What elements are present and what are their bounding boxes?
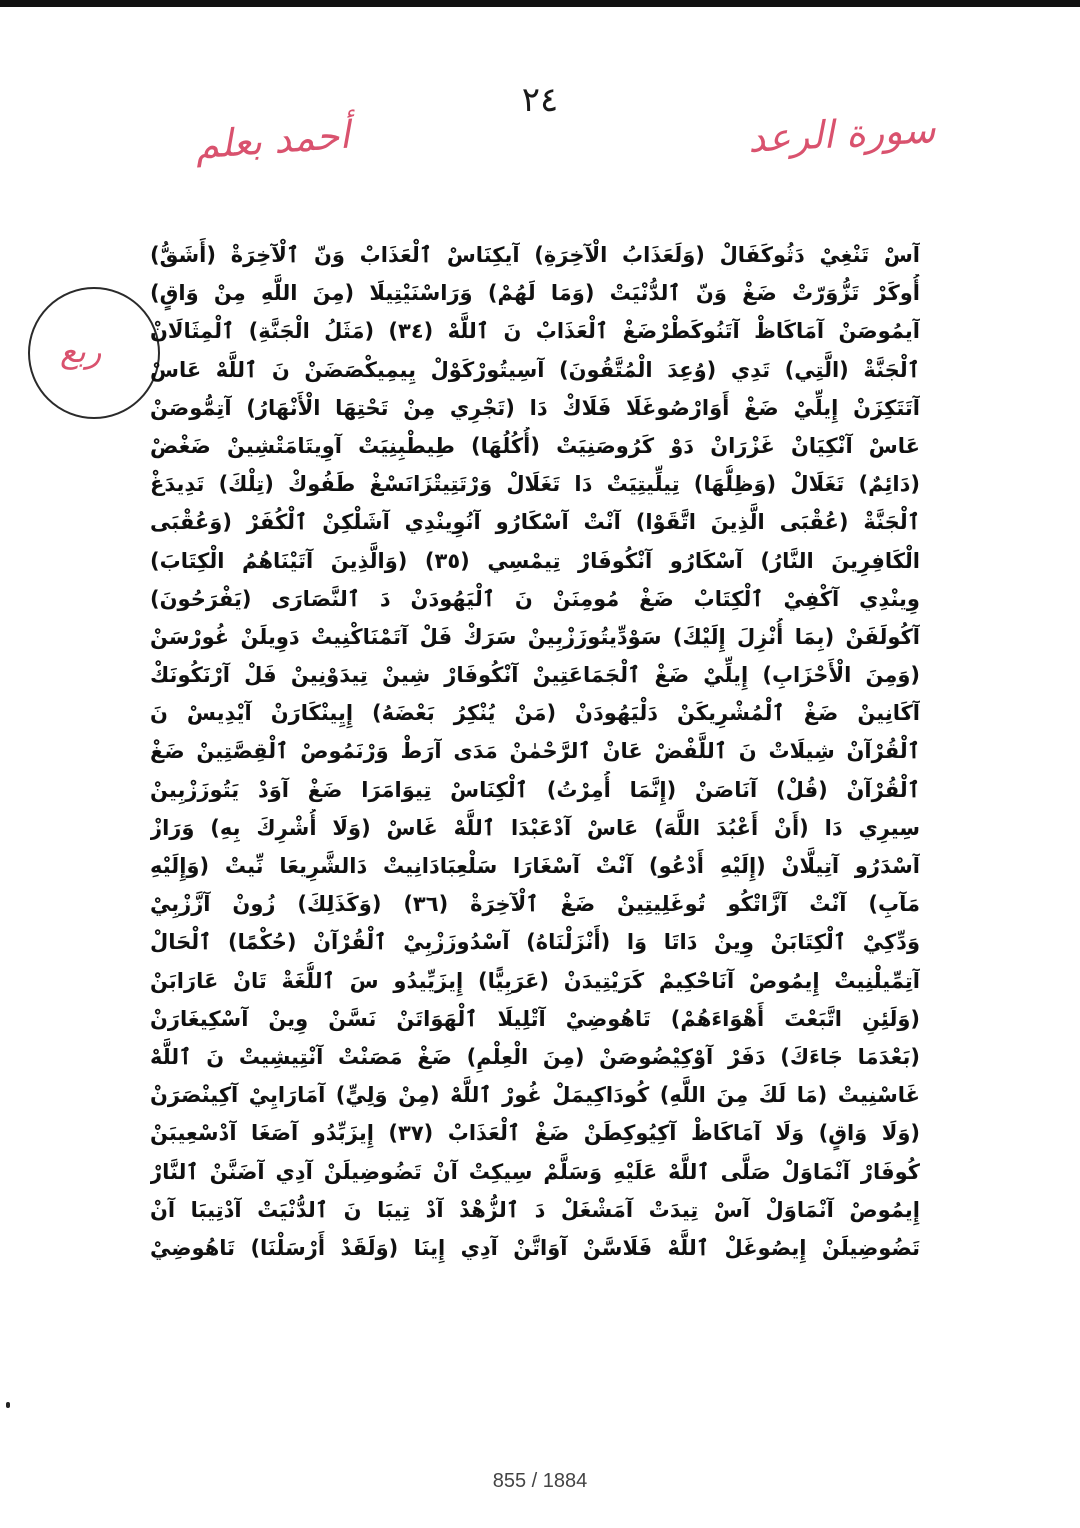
text-line: آكَانِينْ ضَغْ ٱلْمُشْرِيكَنْ دَلْيَهُودَنْ (مَنْ يُنْكِرُ بَعْضَهُ) إِيِينْكَارَنْ آيْدِيسْ نَ — [150, 701, 920, 726]
text-line: وِينْدِي آكْفِيْ ٱلْكِتَابْ ضَغْ مُومِنَنْ نَ ٱلْيَهُودَنْ دَ ٱلنَّصَارَى (يَفْرَحُونَ) — [150, 586, 920, 611]
text-line: غَاسْنِيتْ (مَا لَكَ مِنَ اللَّهِ) كُودَاكِيمَلْ غُورْ ٱللَّهْ (مِنْ وَلِيٍّ) آمَارَايِيْ آكِينْصَرَنْ — [150, 1083, 920, 1108]
handwritten-surah-note: سورة الرعد — [746, 107, 937, 161]
text-line: ٱلْقُرْآنْ شِيلَاتْ نَ ٱللَّفْضْ عَانْ ٱلرَّحْمٰنْ مَدَى آرَطْ وَرْنَمُوصْ ٱلْقِصَّتِينْ ضَغْ — [150, 739, 920, 764]
handwritten-name-note: أحمد بعلم — [193, 112, 352, 168]
text-line: وَدِّكِيْ ٱلْكِتَابَنْ وِينْ دَاتَا وَا (أَنْزَلْنَاهُ) آسْدُوزَزْبِيْ ٱلْقُرْآنْ (حُكْمًا) ٱلْحَالْ — [150, 930, 920, 955]
text-line: تَضُوضِيلَنْ إِيصُوغَلْ ٱللَّهْ فَلَاسَّنْ آوَاتَّنْ آدِي إِينَا (وَلَقَدْ أَرْسَلْنَا) تَاهُوضِيْ — [150, 1235, 920, 1260]
text-line: كُوفَارْ آنْمَاوَلْ صَلَّى ٱللَّهْ عَلَيْهِ وَسَلَّمْ سِيكِتْ آنْ تَضُوضِيلَنْ آدِي آضَنَّنْ ٱلنَّارْ — [150, 1159, 920, 1184]
text-line: الْكَافِرِينَ النَّارُ) آسْكَارُو آنْكُوفَارْ تِيمْسِي (٣٥) (وَالَّذِينَ آتَيْنَاهُمُ الْكِتَابَ) — [150, 548, 920, 573]
text-line: آسْ تَنْغِيْ دَثُوكَفَالْ (وَلَعَذَابُ الْآخِرَةِ) آيكِنَاسْ ٱلْعَذَابْ وَنّ ٱلْآخِرَةْ (أَشَقُّ) — [150, 243, 920, 267]
text-line: عَاسْ آنْكِيَانْ غَزْرَانْ دَوْ كَرُوصَنِيَتْ (أُكُلُهَا) طِيطْبِنِيَتْ آوِيتَامَتْشِينْ ضَغْضْ — [150, 433, 920, 458]
text-line: آكُولَفَنْ (بِمَا أُنْزِلَ إِلَيْكَ) سَوْدِّيتُوزَزْبِينْ سَرَكْ فَلْ آتَمْنَاكْنِيتْ دَوِيلَنْ غُورْسَنْ — [150, 624, 920, 649]
hizb-quarter-label: ربع — [60, 332, 102, 370]
text-line: (دَائِمٌ) تَغَلَالْ (وَظِلُّهَا) تِيلِّيتِيَتْ دَا تَغَلَالْ وَرْتَتِيتْزَانَسْغْ طَفُوكْ (تِلْكَ) تَدِيدَغْ — [150, 472, 920, 497]
page-counter: 855 / 1884 — [492, 1470, 588, 1492]
text-line: (وَلَا وَاقٍ) وَلَا آمَاكَاظْ آكِيُوكِطَنْ ضَغْ ٱلْعَذَابْ (٣٧) إِيزَبِّدُو آصَغَا آدْسْعِيبَنْ — [150, 1121, 920, 1146]
text-line: آسْدَرُو آتِيلَّانْ (إِلَيْهِ أَدْعُو) آنْتْ آسْغَارَا سَلْعِبَادَانِيتْ دَالشَّرِيعَا نِّيتْ (وَإِلَيْهِ — [150, 854, 920, 878]
text-line: إِيمُوصْ آنْمَاوَلْ آسْ تِيدَتْ آمَشْغَلْ دَ ٱلزُّهْدْ آدْ تِيبَا نَ ٱلدُّنْيَتْ آدْتِيبَا آنْ — [150, 1197, 920, 1222]
text-line: مَآبِ) آنْتْ آزَّاتْكُو تُوغَلِيتِينْ ضَغْ ٱلْآخِرَةْ (٣٦) (وَكَذَلِكَ) زُونْ آزَّزْبِيْ — [150, 892, 920, 917]
scan-speck — [6, 1402, 10, 1408]
text-line: آتَتَكِزَنْ إِيلِّيْ ضَغْ أَوَارْصُوغَلَا فَلَاكْ دَا (تَجْرِي مِنْ تَحْتِهَا الْأَنْهَارُ) آتِمُّوصَنْ — [150, 395, 920, 420]
text-line: ٱلْجَنَّةْ (عُقْبَى الَّذِينَ اتَّقَوْا) آنْتْ آسْكَارُو آنُوِينْدِي آشَلْكِنْ ٱلْكُفَرْ (وَعُقْبَى — [150, 510, 920, 535]
text-line: ٱلْقُرْآنْ (قُلْ) آنَاصَنْ (إِنَّمَا أُمِرْتُ) ٱلْكِنَاسْ تِيوَامَرَا ضَغْ آوَدْ يَتُوزَزْبِينْ — [150, 777, 920, 802]
page-number: ٢٤ — [521, 80, 559, 120]
text-line: (وَلَئِنِ اتَّبَعْتَ أَهْوَاءَهُمْ) تَاهُوضِيْ آتْلِيلَا ٱلْهَوَاتَنْ نَسَّنْ وِينْ آسْكِيغَارَنْ — [150, 1006, 920, 1031]
text-line: (وَمِنَ الْأَحْزَابِ) إِيلِّيْ ضَغْ ٱلْجَمَاعَتِينْ آنْكُوفَارْ شِينْ تِيدَوْنِينْ فَلْ آرْنَكُونَكْ — [150, 663, 920, 688]
text-line: آيمُوصَنْ آمَاكَاظْ آتَنُوكَطْرْضَغْ ٱلْعَذَابْ نَ ٱللَّهْ (٣٤) (مَثَلُ الْجَنَّةِ) ٱلْمِثَالَانْ — [150, 319, 920, 344]
text-line: ٱلْجَنَّةْ (الَّتِي) تَدِي (وُعِدَ الْمُتَّقُونَ) آسِيتُورْكَوْلْ يِيمِيكْصَضَنْ نَ ٱللَّهْ عَاسْ — [150, 357, 920, 382]
text-line: (بَعْدَمَا جَاءَكَ) دَفَرْ آوْكِيْضُوصَنْ (مِنَ الْعِلْمِ) ضَغْ مَصَنْتْ آنْتِيشِيتْ نَ ٱللَّهْ — [150, 1044, 920, 1069]
text-line: آتِمِّيلْنِيتْ إِيمُوصْ آنَاحْكِيمْ كَرَيْتِيدَنْ (عَرَبِيًّا) إِيزَيِّيدُو سَ ٱللُّغَةْ تَانْ عَارَابَنْ — [150, 968, 920, 993]
scan-top-edge — [0, 0, 1080, 7]
text-line: أُوكَرْ تَزُّوَرّتْ ضَغْ وَنّ ٱلدُّنْيَتْ (وَمَا لَهُمْ) وَرَاسْنَيْتِيلَا (مِنَ اللَّهِ مِنْ وَاقٍ) — [150, 281, 920, 306]
tafsir-body-text — [150, 236, 920, 1267]
text-line: سِيرِي دَا (أَنْ أَعْبُدَ اللَّهَ) عَاسْ آدْعَبْدَا ٱللَّهْ غَاسْ (وَلَا أُشْرِكَ بِهِ) وَرَازْ — [150, 815, 920, 840]
